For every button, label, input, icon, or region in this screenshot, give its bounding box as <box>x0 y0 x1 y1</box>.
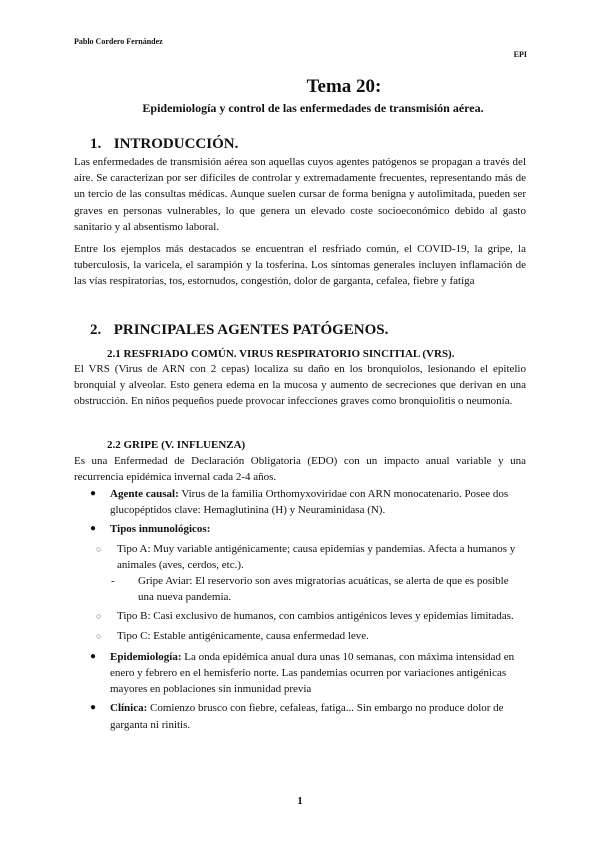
page-title: Tema 20: <box>306 76 382 97</box>
bullet-dot-icon: ● <box>90 488 97 499</box>
avian-flu-item <box>74 573 526 605</box>
section-1-title: INTRODUCCIÓN. <box>113 136 239 152</box>
clin-text: Comienzo brusco con fiebre, cefaleas, fatiga... Sin embargo no produce dolor de garganta ni rinitis. <box>110 702 504 731</box>
type-a-item <box>74 541 526 573</box>
section-1-paragraph-2: Entre los ejemplos más destacados se encuentran el resfriado común, el COVID-19, la gripe, la tuberculosis, la varicela, el sarampión y la tosferina. Los síntomas generales incluyen inflamación de las vías respiratorias, tos, estornudos, congestión, dolor de garganta, cefalea, fiebre y fatiga <box>74 243 526 288</box>
type-c-item <box>74 628 526 644</box>
header-course: EPI <box>513 50 527 59</box>
circle-bullet-icon: ○ <box>96 630 102 641</box>
section-1-paragraph-1: Las enfermedades de transmisión aérea son aquellas cuyos agentes patógenos se propagan a través del aire. Se caracterizan por ser difíciles de controlar y extremadamente frecuentes, representando más de un tercio de las consultas médicas. Aunque suelen cursar de forma benigna y autolimitada, pueden ser graves en personas vulnerables, lo que genera un elevado coste socioeconómico debido al gasto sanitario y al absentismo laboral. <box>74 156 526 233</box>
section-2-heading <box>90 322 388 339</box>
influenza-bullet-list <box>74 486 526 733</box>
epi-text: La onda epidémica anual dura unas 10 semanas, con máxima intensidad en enero y febrero en el hemisferio norte. Las pandemias ocurren por variaciones antigénicas mayores en poblaciones sin inmunidad previa <box>110 650 515 696</box>
bullet-agent <box>74 486 526 518</box>
type-b-text: Tipo B: Casi exclusivo de humanos, con cambios antigénicos leves y epidemias limitadas. <box>117 610 514 623</box>
bullet-clinical <box>74 700 526 732</box>
type-c-text: Tipo C: Estable antigénicamente, causa enfermedad leve. <box>117 629 369 642</box>
page-subtitle: Epidemiología y control de las enfermedades de transmisión aérea. <box>142 101 484 115</box>
bullet-dot-icon: ● <box>90 650 97 662</box>
types-label: Tipos inmunológicos: <box>110 523 211 536</box>
section-1-number: 1. <box>90 136 102 152</box>
subsection-2-1-heading: 2.1 RESFRIADO COMÚN. VIRUS RESPIRATORIO SINCITIAL (VRS). <box>107 348 455 360</box>
agent-label: Agente causal: <box>110 488 179 500</box>
type-a-text: Tipo A: Muy variable antigénicamente; causa epidemias y pandemias. Afecta a humanos y animales (aves, cerdos, etc.). <box>117 542 516 571</box>
bullet-dot-icon: ● <box>90 523 97 535</box>
epi-label: Epidemiología: <box>110 650 182 663</box>
agent-text: Virus de la familia Orthomyxoviridae con ARN monocatenario. Posee dos glucopéptidos clave: Hemaglutinina (H) y Neuraminidasa (N). <box>110 488 509 517</box>
dash-bullet-icon: - <box>111 575 115 588</box>
page-number: 1 <box>297 795 303 807</box>
section-2-title: PRINCIPALES AGENTES PATÓGENOS. <box>113 322 389 338</box>
type-b-item <box>74 608 526 624</box>
subsection-2-1-text: El VRS (Virus de ARN con 2 cepas) localiza su daño en los bronquiolos, lesionando el epitelio bronquial y alveolar. Esto genera edema en la mucosa y aumento de secreciones que derivan en una obstrucción. En niños pequeños puede provocar infecciones graves como bronquiolitis o neumonía. <box>74 363 526 408</box>
bullet-dot-icon: ● <box>90 702 97 714</box>
circle-bullet-icon: ○ <box>96 543 102 554</box>
subsection-2-2-heading: 2.2 GRIPE (V. INFLUENZA) <box>107 439 246 451</box>
section-1-heading <box>90 136 238 153</box>
avian-flu-text: Gripe Aviar: El reservorio son aves migratorias acuáticas, se alerta de que es posible una nueva pandemia. <box>138 575 509 604</box>
subsection-2-2-intro: Es una Enfermedad de Declaración Obligatoria (EDO) con un impacto anual variable y una recurrencia epidémica invernal cada 2-4 años. <box>74 455 526 484</box>
header-author: Pablo Cordero Fernández <box>74 37 163 46</box>
section-2-number: 2. <box>90 322 102 338</box>
clin-label: Clínica: <box>110 702 148 715</box>
circle-bullet-icon: ○ <box>96 611 102 622</box>
bullet-types <box>74 521 526 643</box>
bullet-epidemiology <box>74 649 526 698</box>
